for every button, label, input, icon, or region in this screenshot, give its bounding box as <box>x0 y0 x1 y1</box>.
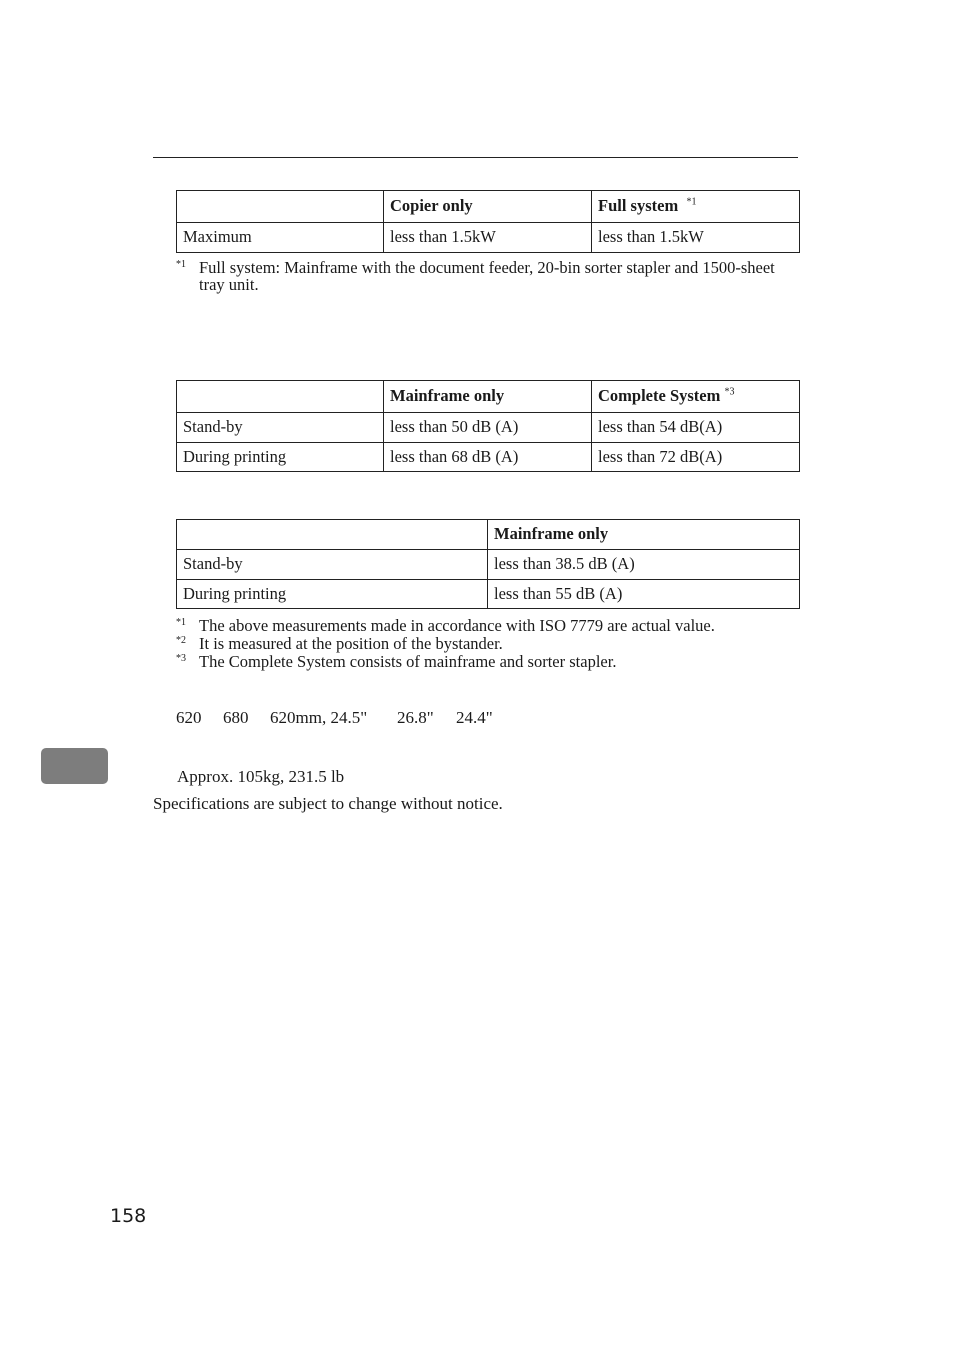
chapter-tab-marker <box>41 748 108 784</box>
noise-emission-table <box>176 380 800 472</box>
table-row <box>177 223 800 253</box>
dimension-width: 620 <box>176 708 202 727</box>
cell-value: less than 1.5kW <box>592 223 800 253</box>
row-label: During printing <box>177 580 488 609</box>
row-label: Stand-by <box>177 550 488 580</box>
power-consumption-table <box>176 190 800 253</box>
header-cell-empty <box>177 520 488 550</box>
table-header-row <box>177 520 800 550</box>
footnote-text: Full system: Mainframe with the document feeder, 20-bin sorter stapler and 1500-sheet tray unit. <box>199 258 775 294</box>
footnote-mark: *2 <box>176 635 186 646</box>
dimensions-line <box>176 708 493 728</box>
cell-value: less than 38.5 dB (A) <box>488 550 800 580</box>
dimension-height-mm: 620mm, 24.5" <box>270 708 368 727</box>
header-cell-copier-only: Copier only <box>384 191 592 223</box>
footnote-text: It is measured at the position of the bystander. <box>199 634 503 653</box>
noise-footnote-2 <box>176 635 800 652</box>
header-cell-complete-system: Complete System $^{*3}$ <box>592 381 800 413</box>
cell-value: less than 50 dB (A) <box>384 413 592 443</box>
header-cell-empty <box>177 191 384 223</box>
footnote-mark: *1 <box>176 617 186 628</box>
table-row <box>177 580 800 609</box>
cell-value: less than 1.5kW <box>384 223 592 253</box>
weight-value: Approx. 105kg, 231.5 lb <box>177 767 345 786</box>
cell-value: less than 68 dB (A) <box>384 443 592 472</box>
table-header-row <box>177 191 800 223</box>
header-cell-mainframe-only: Mainframe only <box>384 381 592 413</box>
power-footnote <box>176 259 800 293</box>
row-label: During printing <box>177 443 384 472</box>
footnote-mark: *1 <box>176 259 186 270</box>
dimension-depth: 680 <box>223 708 249 727</box>
table-row <box>177 413 800 443</box>
header-cell-full-system: Full system $^{*1}$ <box>592 191 800 223</box>
noise-footnote-3 <box>176 653 800 670</box>
footnote-text: The Complete System consists of mainframe and sorter stapler. <box>199 652 617 671</box>
header-rule <box>153 157 798 158</box>
header-cell-mainframe-only: Mainframe only <box>488 520 800 550</box>
row-label: Stand-by <box>177 413 384 443</box>
noise-footnote-1 <box>176 617 800 634</box>
footnote-ref: *1 <box>686 196 697 208</box>
footnote-mark: *3 <box>176 653 186 664</box>
footnote-text: The above measurements made in accordance with ISO 7779 are actual value. <box>199 616 715 635</box>
row-label: Maximum <box>177 223 384 253</box>
header-cell-empty <box>177 381 384 413</box>
cell-value: less than 54 dB(A) <box>592 413 800 443</box>
page-number: 158 <box>110 1205 147 1227</box>
dimension-height-in: 24.4" <box>456 708 493 727</box>
change-notice: Specifications are subject to change without notice. <box>153 794 503 813</box>
table-header-row <box>177 381 800 413</box>
footnote-ref: *3 <box>724 386 735 398</box>
cell-value: less than 55 dB (A) <box>488 580 800 609</box>
table-row <box>177 443 800 472</box>
cell-value: less than 72 dB(A) <box>592 443 800 472</box>
dimension-depth-in: 26.8" <box>397 708 434 727</box>
sound-pressure-table <box>176 519 800 609</box>
table-row <box>177 550 800 580</box>
